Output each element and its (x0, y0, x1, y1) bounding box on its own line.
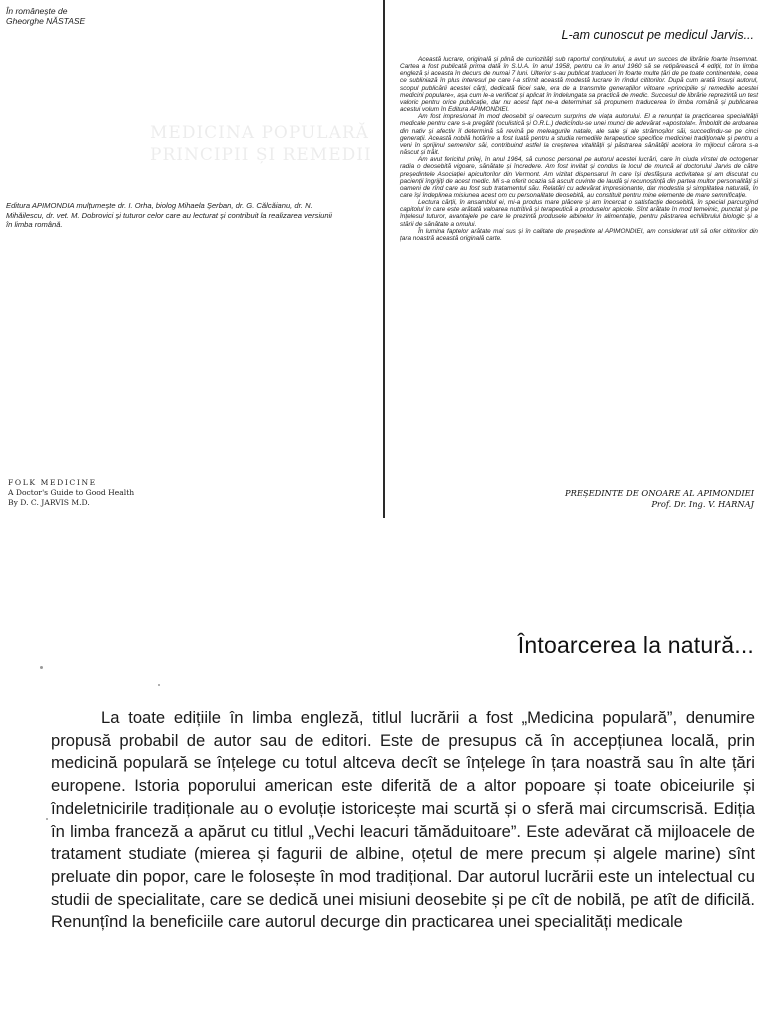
scan-speck (46, 818, 48, 820)
preface-paragraph: Această lucrare, originală și plină de curiozități sub raportul conținutului, a avut un succes de librărie foarte însemnat. Cartea a fost publicată prima dată în S.U.A. în anul 1958, pentru ca în anul 1960 să se retipărească 4 ediții, tot în limba engleză și aceasta în decurs de numai 7 luni. Ulterior s-au publicat traduceri în foarte multe țări de pe toate continentele, ceea ce subliniază în plus interesul pe care l-a stîrnit această modestă lucrare în rîndul cititorilor. După cum arată însuși autorul, scopul publicării acestei cărți, dedicată fiicei sale, era de a transmite generațiilor viitoare »principiile și remediile acestei medicini populare«, așa cum le-a verificat și aplicat în îndelungata sa practică de medic. Succesul de librărie reprezintă un test valoric pentru orice publicație, dar nu acest fapt ne-a determinat să propunem traducerea în limba română și publicarea acestui volum în Editura APIMONDIEI. (400, 56, 758, 114)
scan-speck (40, 666, 43, 669)
preface-paragraph: Am fost impresionat în mod deosebit și oarecum surprins de viața autorului. El a renunțat la practicarea specialității medicale pentru care s-a pregătit (oculistică și O.R.L.) dedicîndu-se unei munci de adevărat »apostolat«. Îmboldit de ardoarea din nativ și afectiv îl determină să revină pe meleagurile natale, ale sale și ale strămoșilor săi, succedîndu-se pe cinci generații. Această nobilă hotărîre a fost luată pentru a studia remediile terapeutice specifice medicinei tradiționale și pentru a veni în sprijinul semenilor săi, contribuind astfel la creșterea vitalității și păstrarea sănătății acelora în mijlocul cărora s-a născut și trăit. (400, 113, 758, 157)
preface-heading: L-am cunoscut pe medicul Jarvis... (561, 28, 754, 42)
preface-signature (565, 488, 754, 510)
preface-paragraph: În lumina faptelor arătate mai sus și în calitate de președinte al APIMONDIEI, am considerat util să ofer cititorilor din țara noastră această originală carte. (400, 227, 758, 242)
scan-speck (158, 684, 160, 686)
chapter-body (51, 707, 755, 934)
chapter-page (0, 590, 768, 1024)
preface-paragraph: Lectura cărții, în ansamblul ei, mi-a produs mare plăcere și am încercat o satisfacție deosebită, în special parcurgînd capitolul în care este arătată valoarea nutritivă și terapeutică a produselor apicole. Sînt arătate în mod temeinic, punctat și pe înțelesul tuturor, avantajele pe care le prezintă produsele albinelor în alimentație, pentru păstrarea echilibrului biologic și a stării de sănătate a omului. (400, 199, 758, 228)
right-page (386, 0, 768, 520)
original-subtitle: A Doctor's Guide to Good Health (8, 488, 135, 497)
original-title-block (8, 478, 134, 508)
page-gutter-divider (383, 0, 385, 518)
preface-body (400, 56, 758, 242)
chapter-paragraph: La toate edițiile în limba engleză, titlul lucrării a fost „Medicina populară”, denumire propusă probabil de autor sau de editori. Este de presupus că în accepțiunea locală, prin medicină populară se înțelege cu totul altceva decît se înțelege în țara noastră sau în alte țări europene. Istoria poporului american este diferită de a altor popoare și toate obiceiurile și îndeletnicirile tradiționale au o evoluție istoricește mai scurtă și o sferă mai circumscrisă. Ediția în limba franceză a apărut cu titlul „Vechi leacuri tămăduitoare”. Este adevărat că mijloacele de tratament studiate (mierea și fagurii de albine, oțetul de mere precum și algele marine) sînt preluate din popor, care le folosește în mod tradițional. Dar autorul lucrării este un intelectual cu studii de specialitate, care se dedică unei misiuni deosebite și pe cît de nobilă, pe atît de dificilă. Renunțînd la beneficiile care autorul decurge din practicarea unei specialități medicale (51, 708, 755, 932)
translator-name: Gheorghe NĂSTASE (6, 16, 86, 26)
bleed-through-line: PRINCIPII ȘI REMEDII (150, 145, 372, 165)
original-title: FOLK MEDICINE (8, 478, 97, 487)
left-page (0, 0, 382, 520)
signature-title: PREȘEDINTE DE ONOARE AL APIMONDIEI (565, 488, 754, 498)
bleed-through-line: MEDICINA POPULARĂ (150, 123, 369, 143)
preface-paragraph: Am avut fericitul prilej, în anul 1964, să cunosc personal pe autorul acestei lucrări, care în ciuda vîrstei de octogenar radia o deosebită vigoare, sănătate și încredere. Am fost invitat și condus la locul de muncă al doctorului Jarvis de către președintele Asociației apicultorilor din Vermont. Am vizitat dispensarul în care își desfășura activitatea și am discutat cu pacienții îngrijiți de acest medic. Mi s-a oferit ocazia să ascult cuvinte de laudă și recunoștință din partea multor personalități și oameni de rînd care au fost sub tratamentul său. Relatări cu adevărat impresionante, dar modestia și simplitatea naturală, în care își îndeplinea misiunea acest om cu personalitate deosebită, au constituit pentru mine elemente de mare semnificație. (400, 156, 758, 199)
translator-line: În românește de (6, 6, 68, 16)
signature-name: Prof. Dr. Ing. V. HARNAJ (651, 499, 754, 509)
bleed-through-text (150, 122, 372, 166)
chapter-heading: Întoarcerea la natură... (517, 632, 754, 658)
translator-credit (6, 6, 85, 26)
original-author: By D. C. JARVIS M.D. (8, 498, 90, 507)
acknowledgement-note: Editura APIMONDIA mulțumește dr. I. Orha, biolog Mihaela Șerban, dr. G. Călcăianu, dr. N. Mihăilescu, dr. vet. M. Dobrovici și tuturor celor care au lecturat și contribuit la realizarea versiunii în limba română. (6, 201, 332, 229)
